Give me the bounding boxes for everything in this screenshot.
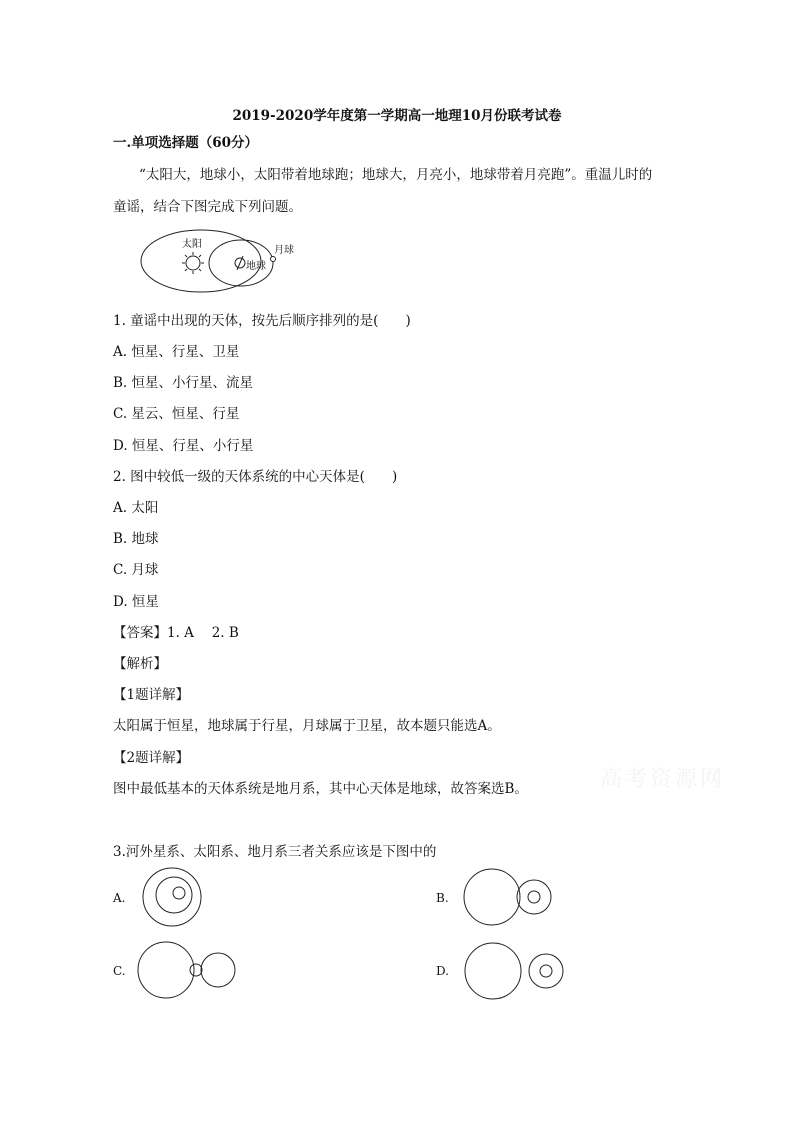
q2-option-b: B. 地球 [113, 531, 159, 547]
analysis-heading: 【解析】 [113, 656, 167, 672]
q3-stem: 3.河外星系、太阳系、地月系三者关系应该是下图中的 [113, 844, 437, 860]
sun-earth-moon-figure [138, 226, 303, 296]
q1-option-a: A. 恒星、行星、卫星 [113, 344, 240, 360]
q1-option-d: D. 恒星、行星、小行星 [113, 438, 254, 454]
q3-label-b: B. [436, 891, 449, 905]
q2-stem: 2. 图中较低一级的天体系统的中心天体是( ) [113, 469, 398, 485]
earth-icon [235, 256, 245, 270]
q1-option-c: C. 星云、恒星、行星 [113, 406, 240, 422]
q2-option-a: A. 太阳 [113, 500, 159, 516]
q3-diagram-d [463, 940, 573, 1002]
detail-1-text: 太阳属于恒星，地球属于行星，月球属于卫星，故本题只能选A。 [113, 718, 501, 734]
moon-icon [271, 257, 276, 262]
q3-diagram-b [463, 866, 553, 928]
moon-label: 月球 [274, 245, 294, 256]
section-heading: 一.单项选择题（60分） [113, 135, 258, 151]
earth-label: 地球 [246, 261, 266, 272]
intro-line-1: “太阳大，地球小，太阳带着地球跑；地球大，月亮小，地球带着月亮跑”。重温儿时的 [139, 167, 653, 183]
q3-label-a: A. [113, 891, 126, 905]
q3-diagram-a [141, 866, 205, 928]
intro-line-2: 童谣，结合下图完成下列问题。 [113, 199, 302, 215]
page-title: 2019-2020学年度第一学期高一地理10月份联考试卷 [232, 108, 562, 124]
sun-label: 太阳 [182, 239, 202, 250]
detail-1-heading: 【1题详解】 [113, 687, 190, 703]
detail-2-text: 图中最低基本的天体系统是地月系，其中心天体是地球，故答案选B。 [113, 781, 528, 797]
answer-line: 【答案】1. A 2. B [113, 625, 239, 641]
q1-option-b: B. 恒星、小行星、流星 [113, 375, 254, 391]
detail-2-heading: 【2题详解】 [113, 750, 190, 766]
q3-label-d: D. [436, 964, 450, 978]
q2-option-d: D. 恒星 [113, 594, 159, 610]
q1-stem: 1. 童谣中出现的天体，按先后顺序排列的是( ) [113, 313, 411, 329]
sun-icon [182, 252, 204, 274]
q3-label-c: C. [113, 964, 126, 978]
q3-diagram-c [136, 940, 238, 1000]
q2-option-c: C. 月球 [113, 562, 159, 578]
watermark: 高考资源网 [600, 767, 726, 792]
